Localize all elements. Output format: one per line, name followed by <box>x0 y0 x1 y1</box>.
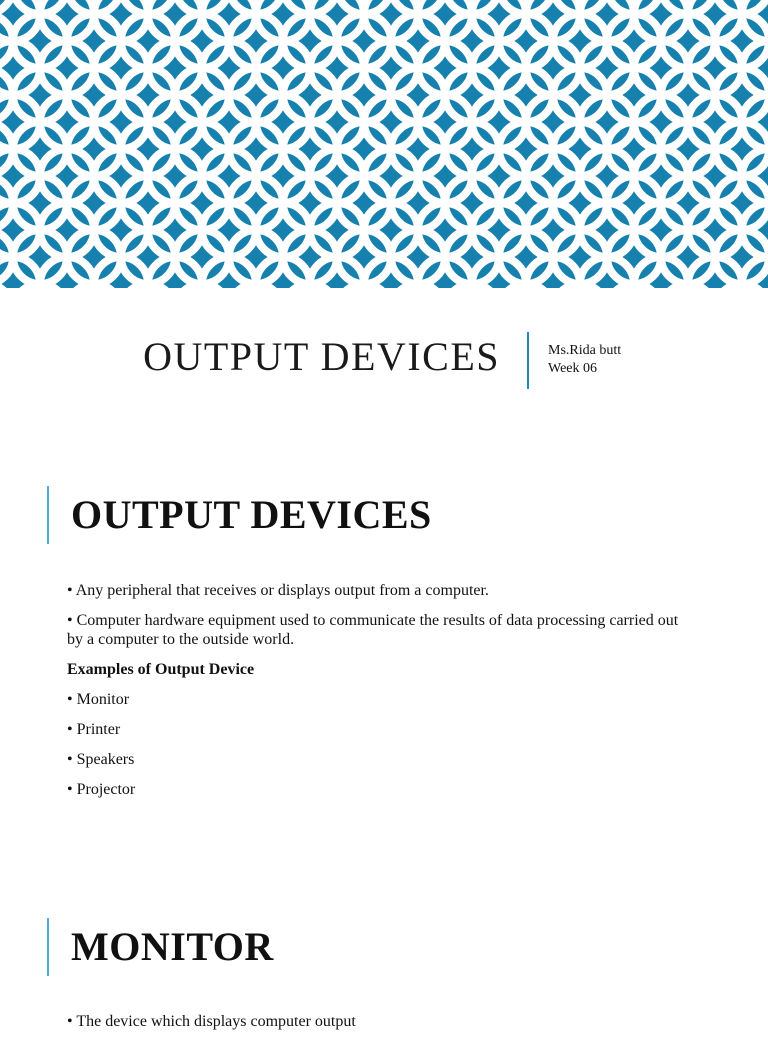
example-item: • Projector <box>67 781 136 798</box>
slide-heading-output-devices: OUTPUT DEVICES <box>71 492 432 537</box>
circle-pattern-graphic <box>0 0 768 288</box>
slide-heading-monitor: MONITOR <box>71 924 274 969</box>
section-accent-bar <box>47 486 49 544</box>
week-label: Week 06 <box>548 361 598 376</box>
examples-heading: Examples of Output Device <box>67 661 255 678</box>
title-meta <box>548 342 621 378</box>
bullet-definition: • Any peripheral that receives or displays output from a computer. <box>67 582 489 599</box>
bullet-hardware: • Computer hardware equipment used to communicate the results of data processing carried out by a computer to the outside world. <box>67 612 679 648</box>
example-item: • Printer <box>67 721 121 738</box>
decorative-pattern-banner <box>0 0 768 288</box>
presentation-title: OUTPUT DEVICES <box>143 334 500 379</box>
slide-body-output-devices <box>67 581 687 810</box>
section-accent-bar <box>47 918 49 976</box>
bullet-monitor-definition: • The device which displays computer output <box>67 1013 356 1030</box>
slide-body-monitor <box>67 1012 687 1042</box>
example-item: • Monitor <box>67 691 130 708</box>
example-item: • Speakers <box>67 751 135 768</box>
author-name: Ms.Rida butt <box>548 343 622 358</box>
title-divider <box>527 332 529 389</box>
